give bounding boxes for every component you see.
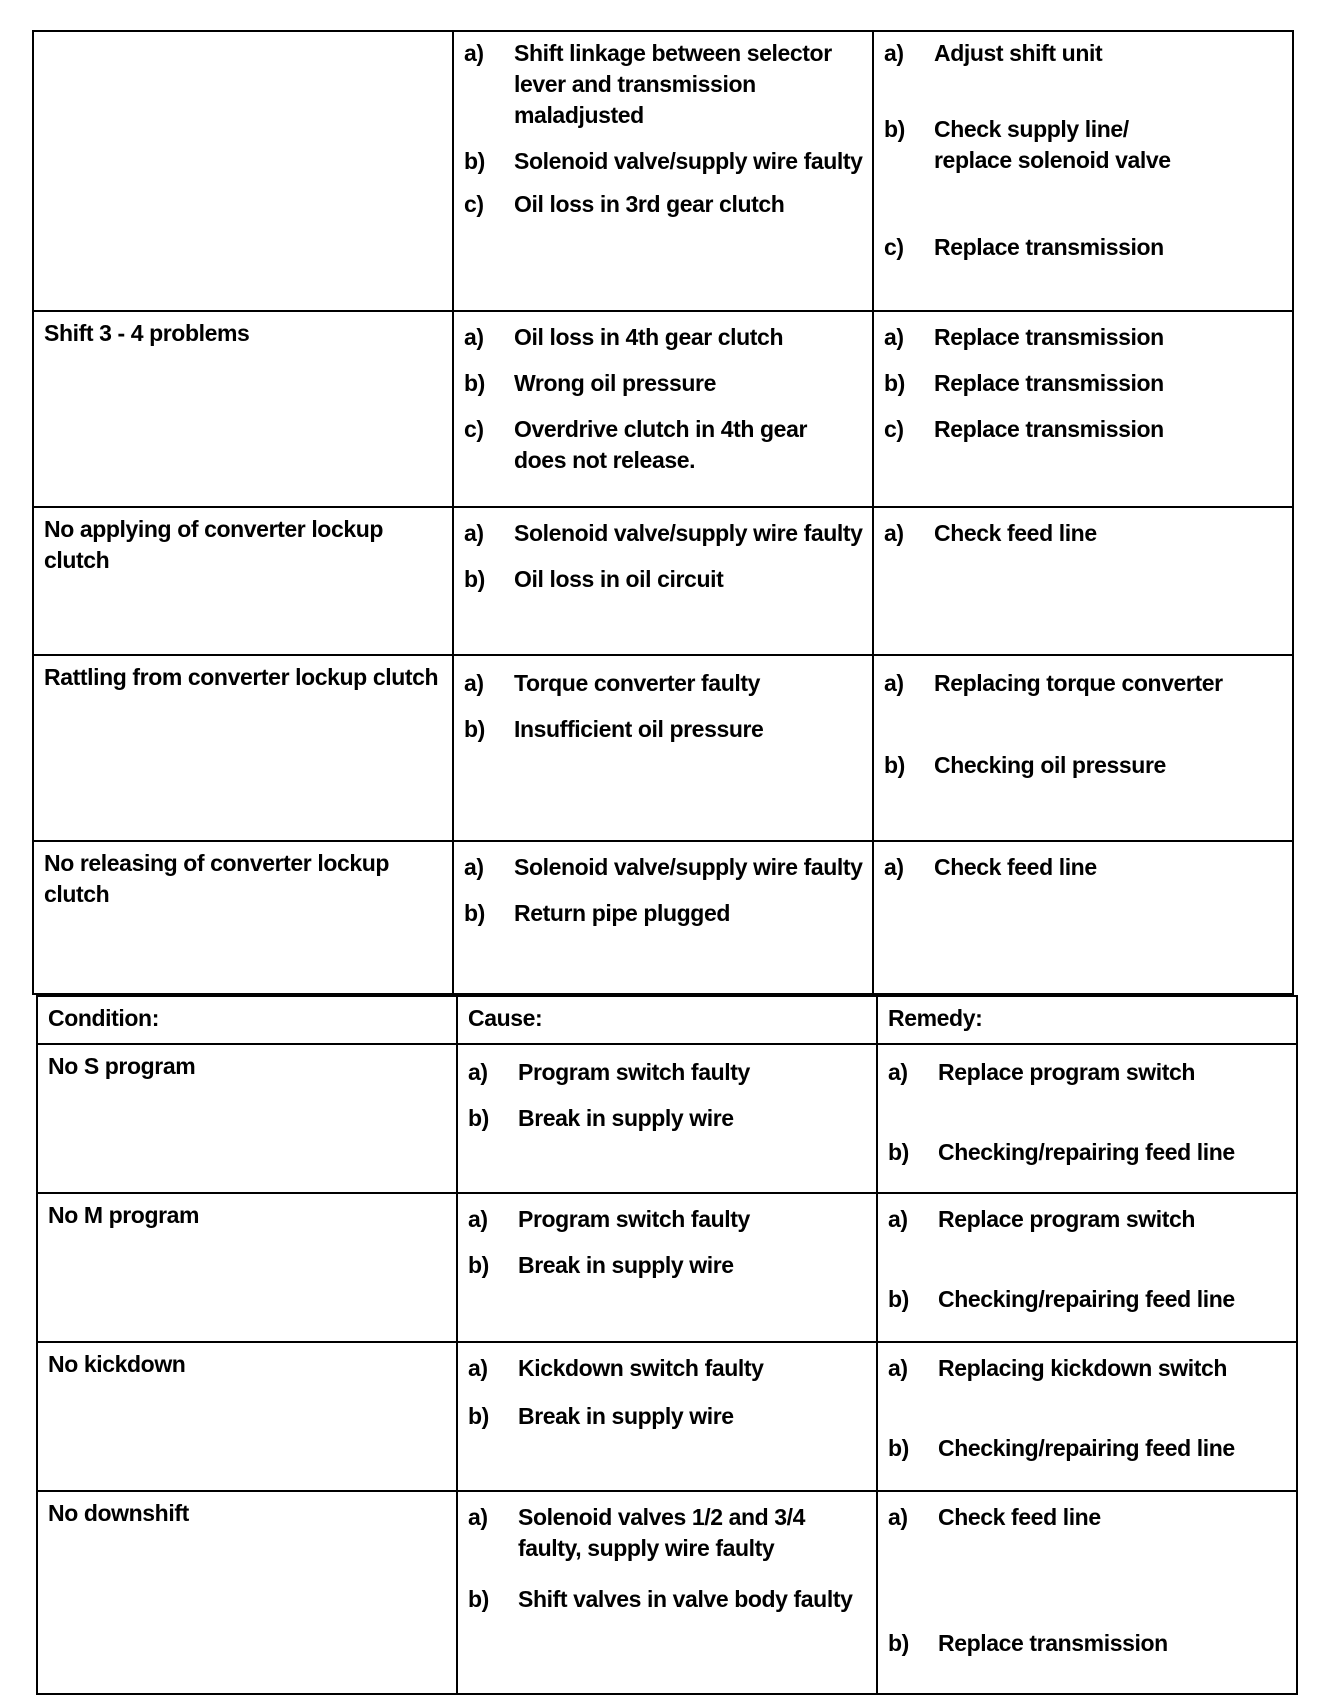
- item-letter: a): [468, 1504, 488, 1530]
- header-cell: [458, 997, 878, 1043]
- table-row: [34, 32, 1292, 312]
- item-letter: a): [884, 854, 904, 880]
- remedy-item: [884, 368, 1288, 399]
- item-letter: b): [468, 1105, 489, 1131]
- remedy-item: [888, 1284, 1292, 1315]
- cause-item: [468, 1584, 872, 1615]
- item-letter: a): [468, 1355, 488, 1381]
- item-letter: b): [888, 1435, 909, 1461]
- item-text: Torque converter faulty: [514, 670, 760, 696]
- table-row: [38, 1194, 1296, 1343]
- item-text: Check supply line/ replace solenoid valve: [934, 116, 1171, 173]
- remedy-item: [884, 750, 1288, 781]
- item-text: Solenoid valve/supply wire faulty: [514, 148, 863, 174]
- item-letter: a): [888, 1355, 908, 1381]
- item-text: Program switch faulty: [518, 1206, 750, 1232]
- remedy-item: [884, 414, 1288, 445]
- cause-item: [464, 414, 868, 476]
- header-cell: [878, 997, 1296, 1043]
- header-cause: Cause:: [468, 1005, 543, 1031]
- item-letter: b): [464, 900, 485, 926]
- cause-cell: [458, 1492, 878, 1693]
- item-letter: b): [464, 566, 485, 592]
- cause-item: [468, 1502, 872, 1564]
- item-letter: b): [888, 1630, 909, 1656]
- cause-item: [464, 564, 868, 595]
- item-text: Oil loss in 4th gear clutch: [514, 324, 784, 350]
- item-letter: a): [888, 1504, 908, 1530]
- remedy-item: [888, 1204, 1292, 1235]
- condition-cell: [38, 1194, 458, 1341]
- item-letter: b): [464, 716, 485, 742]
- item-text: Checking/repairing feed line: [938, 1435, 1235, 1461]
- item-letter: b): [464, 148, 485, 174]
- item-text: Replace transmission: [934, 370, 1164, 396]
- item-text: Checking/repairing feed line: [938, 1286, 1235, 1312]
- condition-cell: [34, 508, 454, 654]
- condition-cell: [38, 1343, 458, 1490]
- item-text: Adjust shift unit: [934, 40, 1103, 66]
- remedy-cell: [874, 842, 1292, 993]
- item-letter: c): [884, 234, 904, 260]
- item-letter: b): [884, 752, 905, 778]
- remedy-item: [888, 1628, 1292, 1659]
- item-text: Check feed line: [934, 854, 1097, 880]
- item-letter: c): [884, 416, 904, 442]
- remedy-item: [884, 232, 1288, 263]
- remedy-cell: [878, 1194, 1296, 1341]
- condition-text: No M program: [48, 1202, 200, 1228]
- remedy-item: [888, 1353, 1292, 1384]
- item-text: Replacing torque converter: [934, 670, 1223, 696]
- cause-item: [464, 518, 868, 549]
- cause-cell: [458, 1045, 878, 1192]
- item-text: Replace program switch: [938, 1206, 1196, 1232]
- item-letter: b): [888, 1286, 909, 1312]
- remedy-cell: [874, 656, 1292, 840]
- cause-item: [468, 1401, 872, 1432]
- table-row: [38, 1343, 1296, 1492]
- item-text: Break in supply wire: [518, 1403, 734, 1429]
- remedy-cell: [878, 1343, 1296, 1490]
- item-letter: b): [468, 1403, 489, 1429]
- cause-cell: [454, 32, 874, 310]
- remedy-item: [884, 38, 1288, 69]
- table-row: [34, 656, 1292, 842]
- cause-item: [464, 898, 868, 929]
- item-text: Replace transmission: [938, 1630, 1168, 1656]
- table-row: [34, 312, 1292, 508]
- cause-item: [468, 1204, 872, 1235]
- condition-text: No kickdown: [48, 1351, 186, 1377]
- item-text: Insufficient oil pressure: [514, 716, 764, 742]
- item-letter: c): [464, 416, 484, 442]
- cause-item: [464, 668, 868, 699]
- item-text: Replace transmission: [934, 234, 1164, 260]
- item-letter: b): [884, 116, 905, 142]
- item-letter: a): [464, 324, 484, 350]
- item-text: Checking oil pressure: [934, 752, 1166, 778]
- item-letter: a): [464, 670, 484, 696]
- remedy-item: [884, 668, 1288, 699]
- remedy-cell: [874, 312, 1292, 506]
- condition-cell: [38, 1492, 458, 1693]
- table-row: [38, 1492, 1296, 1693]
- item-text: Replace transmission: [934, 416, 1164, 442]
- remedy-cell: [878, 1492, 1296, 1693]
- cause-cell: [454, 508, 874, 654]
- condition-text: No S program: [48, 1053, 196, 1079]
- item-letter: a): [468, 1059, 488, 1085]
- item-text: Replace transmission: [934, 324, 1164, 350]
- cause-cell: [454, 842, 874, 993]
- cause-item: [464, 38, 864, 131]
- cause-cell: [454, 312, 874, 506]
- cause-item: [464, 322, 868, 353]
- cause-cell: [454, 656, 874, 840]
- remedy-cell: [874, 32, 1292, 310]
- cause-item: [464, 368, 868, 399]
- remedy-item: [884, 114, 1288, 176]
- item-text: Check feed line: [934, 520, 1097, 546]
- item-text: Kickdown switch faulty: [518, 1355, 764, 1381]
- remedy-item: [884, 322, 1288, 353]
- cause-item: [464, 189, 868, 220]
- item-text: Return pipe plugged: [514, 900, 730, 926]
- item-text: Solenoid valve/supply wire faulty: [514, 854, 863, 880]
- cause-item: [464, 852, 868, 883]
- item-text: Check feed line: [938, 1504, 1101, 1530]
- item-letter: c): [464, 191, 484, 217]
- table-row: [38, 1045, 1296, 1194]
- condition-text: Rattling from converter lockup clutch: [44, 664, 439, 690]
- item-text: Shift linkage between selector lever and transmission maladjusted: [514, 40, 832, 128]
- table-row: [34, 508, 1292, 656]
- header-cell: [38, 997, 458, 1043]
- item-text: Wrong oil pressure: [514, 370, 716, 396]
- condition-cell: [34, 312, 454, 506]
- item-text: Shift valves in valve body faulty: [518, 1586, 853, 1612]
- remedy-item: [884, 852, 1288, 883]
- cause-item: [468, 1250, 872, 1281]
- item-letter: a): [884, 324, 904, 350]
- item-letter: a): [884, 670, 904, 696]
- item-text: Break in supply wire: [518, 1252, 734, 1278]
- condition-cell: [34, 842, 454, 993]
- remedy-item: [888, 1502, 1292, 1533]
- item-letter: a): [468, 1206, 488, 1232]
- item-letter: a): [464, 40, 484, 66]
- item-text: Program switch faulty: [518, 1059, 750, 1085]
- cause-cell: [458, 1194, 878, 1341]
- condition-text: Shift 3 - 4 problems: [44, 320, 250, 346]
- header-remedy: Remedy:: [888, 1005, 983, 1031]
- cause-item: [468, 1057, 872, 1088]
- item-text: Overdrive clutch in 4th gear does not release.: [514, 416, 808, 473]
- condition-text: No downshift: [48, 1500, 189, 1526]
- item-text: Oil loss in oil circuit: [514, 566, 724, 592]
- remedy-cell: [874, 508, 1292, 654]
- item-text: Solenoid valves 1/2 and 3/4 faulty, supply wire faulty: [518, 1504, 806, 1561]
- table-header-row: [38, 997, 1296, 1045]
- cause-item: [464, 146, 868, 177]
- item-text: Checking/repairing feed line: [938, 1139, 1235, 1165]
- item-letter: a): [884, 40, 904, 66]
- item-letter: b): [464, 370, 485, 396]
- troubleshooting-table: [36, 995, 1298, 1695]
- item-letter: b): [468, 1586, 489, 1612]
- condition-text: No releasing of converter lockup clutch: [44, 850, 390, 907]
- condition-cell: [34, 656, 454, 840]
- remedy-item: [888, 1057, 1292, 1088]
- table-row: [34, 842, 1292, 993]
- cause-item: [468, 1103, 872, 1134]
- cause-item: [468, 1353, 872, 1384]
- condition-cell: [38, 1045, 458, 1192]
- item-letter: a): [884, 520, 904, 546]
- item-letter: a): [464, 854, 484, 880]
- item-text: Replace program switch: [938, 1059, 1196, 1085]
- header-condition: Condition:: [48, 1005, 159, 1031]
- item-letter: a): [888, 1059, 908, 1085]
- item-letter: b): [884, 370, 905, 396]
- condition-text: No applying of converter lockup clutch: [44, 516, 384, 573]
- cause-item: [464, 714, 868, 745]
- item-letter: a): [888, 1206, 908, 1232]
- remedy-item: [884, 518, 1288, 549]
- remedy-cell: [878, 1045, 1296, 1192]
- remedy-item: [888, 1137, 1292, 1168]
- remedy-item: [888, 1433, 1292, 1464]
- item-letter: b): [468, 1252, 489, 1278]
- item-text: Replacing kickdown switch: [938, 1355, 1228, 1381]
- item-letter: b): [888, 1139, 909, 1165]
- item-letter: a): [464, 520, 484, 546]
- cause-cell: [458, 1343, 878, 1490]
- condition-cell: [34, 32, 454, 310]
- item-text: Break in supply wire: [518, 1105, 734, 1131]
- troubleshooting-table-continued: [32, 30, 1294, 995]
- item-text: Solenoid valve/supply wire faulty: [514, 520, 863, 546]
- item-text: Oil loss in 3rd gear clutch: [514, 191, 785, 217]
